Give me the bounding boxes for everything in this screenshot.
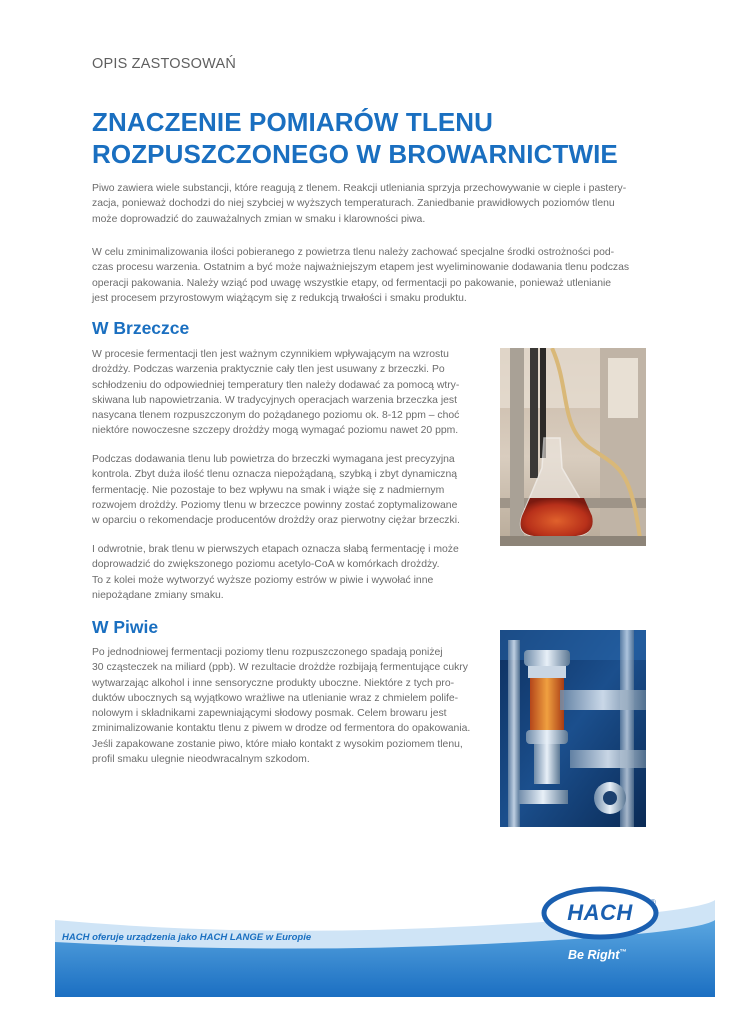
brzeczce-paragraph-1: W procesie fermentacji tlen jest ważnym czynnikiem wpływającym na wzrostu drożdży. Podczas warzenia praktycznie cały tlen jest usuwany z brzeczki. Po schłodzeniu do odpowiedniej temperatury tlen należy dodawać za pomocą wtry- skiwana lub napowietrzania. W tradycyjnych operacjach warzenia brzeczka jest nasycana tlenem rozpuszczonym do pożądanego poziomu ok. 8-12 ppm – choć niektóre nowoczesne szczepy drożdży mogą wymagać poziomu nawet 20 ppm. [92, 349, 460, 437]
sight-glass-image [500, 630, 646, 827]
section-heading-piwie: W Piwie [92, 617, 159, 637]
hach-logo-wordmark: HACH [567, 900, 633, 925]
footer-note: HACH oferuje urządzenia jako HACH LANGE w Europie [62, 932, 312, 943]
wort-flask-photo [500, 348, 646, 546]
title-line-1: ZNACZENIE POMIARÓW TLENU [92, 107, 494, 137]
title-line-2: ROZPUSZCZONEGO W BROWARNICTWIE [92, 139, 618, 169]
section-heading-brzeczce: W Brzeczce [92, 318, 190, 338]
intro-paragraph-1: Piwo zawiera wiele substancji, które reagują z tlenem. Reakcji utleniania sprzyja przechowywanie w cieple i pastery- zacja, ponieważ dochodzi do niej szybciej w wyższych temperaturach. Zaniedbanie prawidłowych poziomów tlenu może doprowadzić do zauważalnych zmian w smaku i klarowności piwa. [92, 183, 627, 225]
piwie-paragraph-1: Po jednodniowej fermentacji poziomy tlenu rozpuszczonego spadają poniżej 30 cząsteczek na miliard (ppb). W rezultacie drożdże rozbijają fermentujące cukry wytwarzając alkohol i inne sensoryczne produkty uboczne. Niektóre z tych pro- duktów ubocznych są wyjątkowo wrażliwe na utlenianie wraz z chmielem polife- nolowym i składnikami zapewniającymi słodowy posmak. Celem browaru jest zminimalizowanie kontaktu tlenu z piwem w drodze od fermentora do opakowania. Jeśli zapakowane zostanie piwo, które miało kontakt z wysokim poziomem tlenu, profil smaku ulegnie nieodwracalnym szkodom. [92, 647, 471, 766]
sight-glass-photo [500, 630, 646, 827]
intro-paragraph-2: W celu zminimalizowania ilości pobieranego z powietrza tlenu należy zachować specjalne środki ostrożności pod- czas procesu warzenia. Ostatnim a być może najważniejszym etapem jest wyeliminowanie dodawania tlenu podczas operacji pakowania. Należy wziąć pod uwagę wszystkie etapy, od fermentacji po pakowanie, ponieważ utlenianie jest procesem przyrostowym wiążącym się z redukcją trwałości i smaku produktu. [92, 247, 630, 304]
wort-flask-image [500, 348, 646, 546]
page-title [92, 106, 692, 170]
eyebrow-label: OPIS ZASTOSOWAŃ [92, 56, 236, 72]
registered-mark: ® [650, 898, 656, 907]
brzeczce-paragraph-2: Podczas dodawania tlenu lub powietrza do brzeczki wymagana jest precyzyjna kontrola. Zbyt duża ilość tlenu oznacza niepożądaną, szybką i zbyt dynamiczną fermentację. Nie pozostaje to bez wpływu na smak i wiąże się z nadmiernym rozwojem drożdży. Poziomy tlenu w brzeczce powinny zostać zoptymalizowane w oparciu o rekomendacje producentów drożdży oraz pierwotny ciężar brzeczki. [92, 454, 460, 527]
trademark-mark: ™ [619, 948, 627, 956]
tagline: Be Right™ [568, 948, 627, 962]
brzeczce-paragraph-3: I odwrotnie, brak tlenu w pierwszych etapach oznacza słabą fermentację i może doprowadzić do zwiększonego poziomu acetylo-CoA w komórkach drożdży. To z kolei może wytworzyć wyższe poziomy estrów w piwie i wywołać inne niepożądane zmiany smaku. [92, 544, 459, 601]
